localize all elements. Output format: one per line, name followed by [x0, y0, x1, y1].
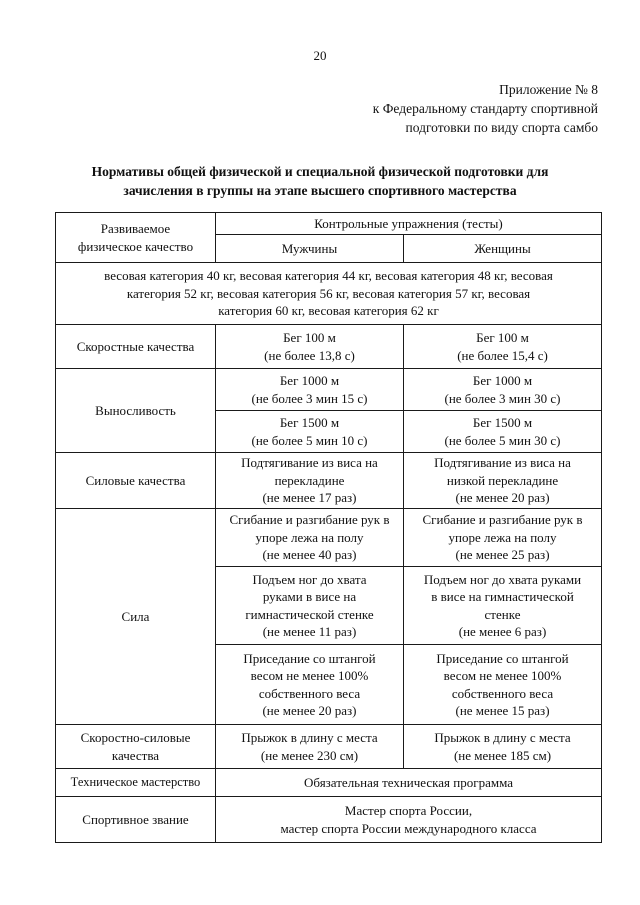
women-cell: Бег 1500 м (не более 5 мин 30 с) [404, 411, 602, 453]
quality-cell: Скоростно-силовые качества [56, 725, 216, 769]
men-cell: Подъем ног до хвата руками в висе на гимнастической стенке (не менее 11 раз) [216, 567, 404, 645]
men-cell: Бег 1500 м (не более 5 мин 10 с) [216, 411, 404, 453]
women-cell: Подтягивание из виса на низкой перекладине (не менее 20 раз) [404, 453, 602, 509]
weight-category-row [56, 263, 602, 325]
table-row [56, 453, 602, 509]
header-men: Мужчины [216, 235, 404, 263]
quality-cell: Сила [56, 509, 216, 725]
women-cell: Прыжок в длину с места (не менее 185 см) [404, 725, 602, 769]
title-line: зачисления в группы на этапе высшего спортивного мастерства [123, 183, 517, 198]
appendix-reference [373, 80, 598, 137]
quality-cell: Выносливость [56, 369, 216, 453]
page-number: 20 [313, 48, 327, 63]
document-title [40, 162, 600, 200]
men-cell: Бег 100 м (не более 13,8 с) [216, 325, 404, 369]
quality-cell: Силовые качества [56, 453, 216, 509]
quality-cell: Спортивное звание [56, 797, 216, 843]
table-row [56, 369, 602, 411]
appendix-line: к Федеральному стандарту спортивной [372, 101, 598, 116]
quality-cell: Скоростные качества [56, 325, 216, 369]
table-row [56, 797, 602, 843]
norms-table [55, 212, 602, 843]
women-cell: Подъем ног до хвата руками в висе на гимнастической стенке (не менее 6 раз) [404, 567, 602, 645]
men-cell: Бег 1000 м (не более 3 мин 15 с) [216, 369, 404, 411]
appendix-line: Приложение № 8 [499, 82, 598, 97]
header-tests: Контрольные упражнения (тесты) [216, 213, 602, 235]
table-row [56, 725, 602, 769]
women-cell: Бег 100 м (не более 15,4 с) [404, 325, 602, 369]
table-row [56, 325, 602, 369]
quality-cell: Техническое мастерство [56, 769, 216, 797]
men-cell: Сгибание и разгибание рук в упоре лежа на полу (не менее 40 раз) [216, 509, 404, 567]
men-cell: Прыжок в длину с места (не менее 230 см) [216, 725, 404, 769]
header-women: Женщины [404, 235, 602, 263]
appendix-line: подготовки по виду спорта самбо [405, 120, 598, 135]
women-cell: Бег 1000 м (не более 3 мин 30 с) [404, 369, 602, 411]
men-cell: Приседание со штангой весом не менее 100% собственного веса (не менее 20 раз) [216, 645, 404, 725]
weight-category-cell: весовая категория 40 кг, весовая категория 44 кг, весовая категория 48 кг, весовая категория 52 кг, весовая категория 56 кг, весовая категория 57 кг, весовая категория 60 кг, весовая категория 62 кг [56, 263, 602, 325]
women-cell: Приседание со штангой весом не менее 100% собственного веса (не менее 15 раз) [404, 645, 602, 725]
table-row [56, 509, 602, 567]
title-line: Нормативы общей физической и специальной физической подготовки для [91, 164, 549, 179]
table-row [56, 769, 602, 797]
technical-program-cell: Обязательная техническая программа [216, 769, 602, 797]
table-header-row [56, 213, 602, 235]
header-quality: Развиваемое физическое качество [56, 213, 216, 263]
men-cell: Подтягивание из виса на перекладине (не менее 17 раз) [216, 453, 404, 509]
women-cell: Сгибание и разгибание рук в упоре лежа на полу (не менее 25 раз) [404, 509, 602, 567]
sport-rank-cell: Мастер спорта России, мастер спорта России международного класса [216, 797, 602, 843]
